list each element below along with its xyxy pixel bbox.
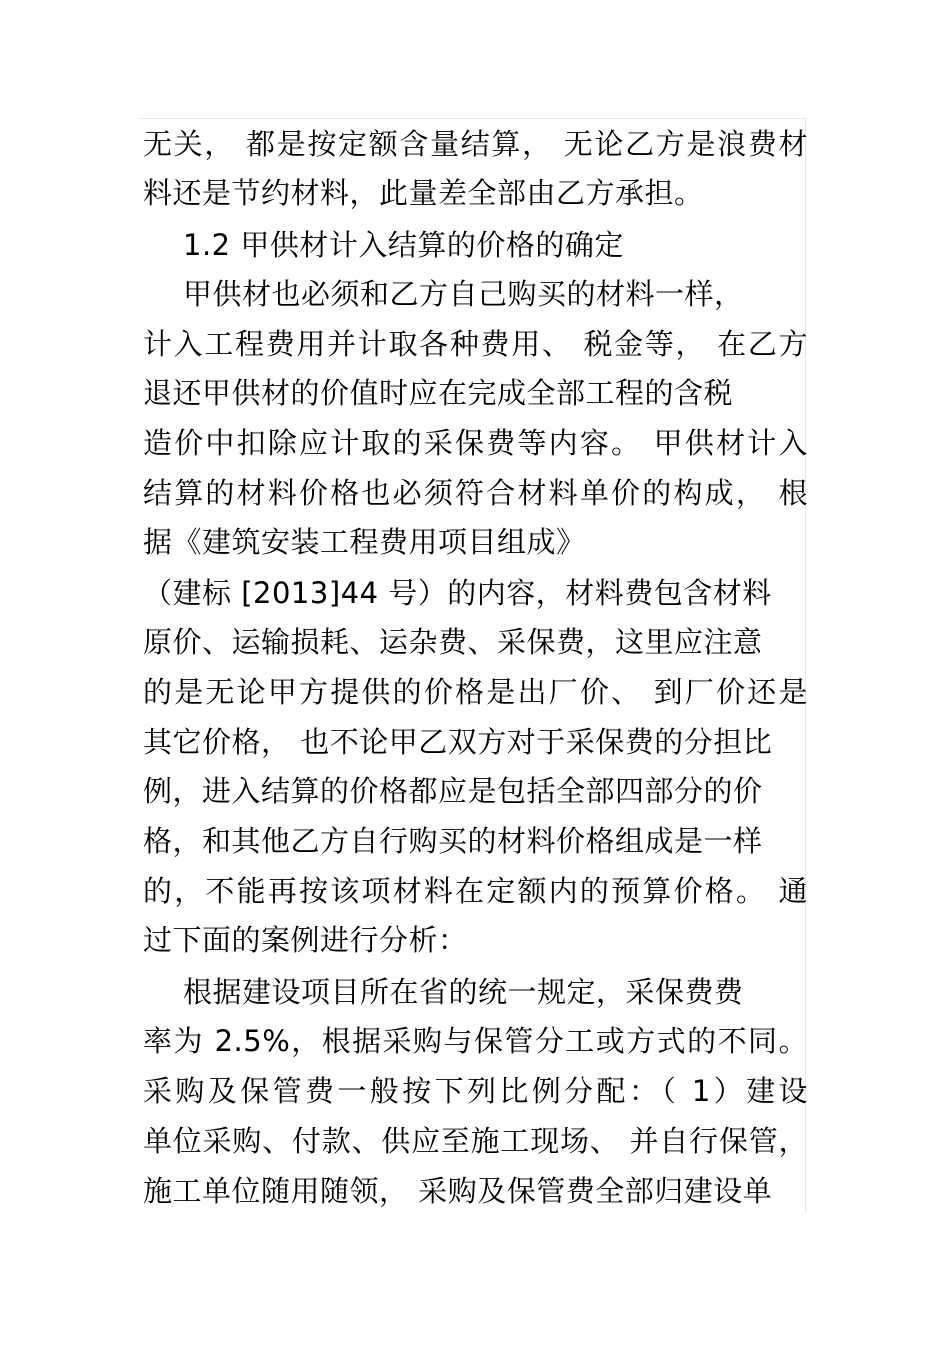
text-line: 料还是节约材料，此量差全部由乙方承担。: [143, 176, 704, 210]
text-line: 结算的材料价格也必须符合材料单价的构成， 根: [143, 476, 808, 510]
text-line: 退还甲供材的价值时应在完成全部工程的含税: [143, 376, 734, 410]
text-line: 计入工程费用并计取各种费用、 税金等， 在乙方: [143, 327, 808, 361]
section-heading: 1.2 甲供材计入结算的价格的确定: [183, 228, 624, 262]
text-line: 率为 2.5%，根据采购与保管分工或方式的不同。: [143, 1024, 808, 1058]
text-line: 例，进入结算的价格都应是包括全部四部分的价: [143, 774, 763, 808]
text-line: 的，不能再按该项材料在定额内的预算价格。 通: [143, 874, 808, 908]
text-line: 其它价格， 也不论甲乙双方对于采保费的分担比: [143, 725, 773, 759]
text-line: 单位采购、付款、供应至施工现场、 并自行保管，: [143, 1124, 808, 1158]
text-line: 根据建设项目所在省的统一规定，采保费费: [183, 975, 744, 1009]
text-line: 的是无论甲方提供的价格是出厂价、 到厂价还是: [143, 675, 808, 709]
text-line: 无关， 都是按定额含量结算， 无论乙方是浪费材: [143, 127, 808, 161]
text-line: 采购及保管费一般按下列比例分配：（ 1）建设: [143, 1074, 808, 1108]
text-line: 甲供材也必须和乙方自己购买的材料一样，: [183, 277, 744, 311]
text-line: 据《建筑安装工程费用项目组成》: [143, 525, 586, 559]
text-line: 造价中扣除应计取的采保费等内容。 甲供材计入: [143, 426, 808, 460]
text-line: 格，和其他乙方自行购买的材料价格组成是一样: [143, 824, 763, 858]
text-line: 施工单位随用随领， 采购及保管费全部归建设单: [143, 1174, 773, 1208]
text-line: 原价、运输损耗、运杂费、采保费，这里应注意: [143, 625, 763, 659]
text-line: （建标 [2013]44 号）的内容，材料费包含材料: [143, 576, 772, 610]
text-line: 过下面的案例进行分析：: [143, 923, 468, 957]
